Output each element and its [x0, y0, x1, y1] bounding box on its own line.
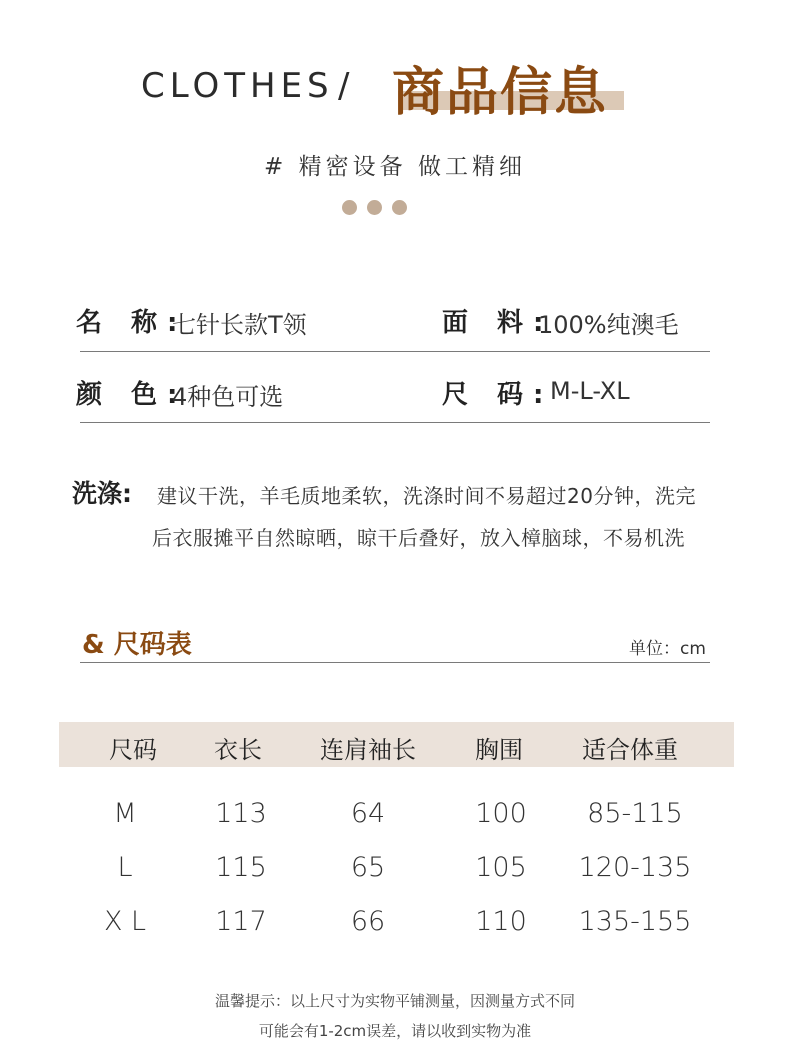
table-cell-weight: 85-115 [587, 798, 683, 829]
dot-3 [392, 200, 407, 215]
size-value: M-L-XL [550, 377, 630, 405]
size-label: 尺 码: [442, 380, 554, 410]
chinese-title: 商品信息 [392, 62, 609, 123]
wash-line-2: 后衣服摊平自然晾晒，晾干后叠好，放入樟脑球，不易机洗 [152, 526, 685, 550]
table-cell-sleeve: 64 [350, 798, 386, 829]
decorative-dots [342, 200, 407, 215]
color-label: 颜 色: [76, 380, 188, 410]
title-separator: / [338, 66, 350, 106]
size-chart-divider [80, 662, 710, 663]
size-chart-heading: & 尺码表 [82, 630, 192, 660]
wash-label: 洗涤: [72, 479, 132, 508]
table-cell-chest: 100 [475, 798, 527, 829]
dot-2 [367, 200, 382, 215]
table-cell-size: X L [103, 906, 147, 937]
unit-label: 单位：cm [629, 639, 706, 659]
table-cell-length: 113 [215, 798, 267, 829]
table-cell-weight: 135-155 [578, 906, 692, 937]
info-divider-2 [80, 422, 710, 423]
header-size: 尺码 [109, 736, 157, 764]
table-cell-chest: 110 [475, 906, 527, 937]
header-sleeve: 连肩袖长 [320, 736, 416, 764]
header-weight: 适合体重 [582, 736, 678, 764]
fabric-value: 100%纯澳毛 [538, 311, 679, 339]
english-title: CLOTHES [141, 66, 334, 106]
table-cell-sleeve: 65 [350, 852, 386, 883]
info-divider-1 [80, 351, 710, 352]
table-cell-size: M [113, 798, 137, 829]
table-cell-length: 117 [215, 906, 267, 937]
header-length: 衣长 [214, 736, 262, 764]
wash-line-1: 建议干洗，羊毛质地柔软，洗涤时间不易超过20分钟，洗完 [157, 484, 696, 508]
header-chest: 胸围 [475, 736, 523, 764]
table-cell-length: 115 [215, 852, 267, 883]
subtitle: # 精密设备 做工精细 [264, 154, 526, 180]
name-label: 名 称: [76, 308, 188, 338]
note-line-2: 可能会有1-2cm误差，请以收到实物为准 [258, 1022, 532, 1040]
table-cell-weight: 120-135 [578, 852, 692, 883]
dot-1 [342, 200, 357, 215]
note-line-1: 温馨提示：以上尺寸为实物平铺测量，因测量方式不同 [214, 992, 575, 1010]
table-cell-size: L [117, 852, 133, 883]
fabric-label: 面 料: [442, 308, 554, 338]
table-cell-sleeve: 66 [350, 906, 386, 937]
color-value: 4种色可选 [172, 383, 284, 411]
name-value: 七针长款T领 [172, 311, 307, 339]
table-cell-chest: 105 [475, 852, 527, 883]
